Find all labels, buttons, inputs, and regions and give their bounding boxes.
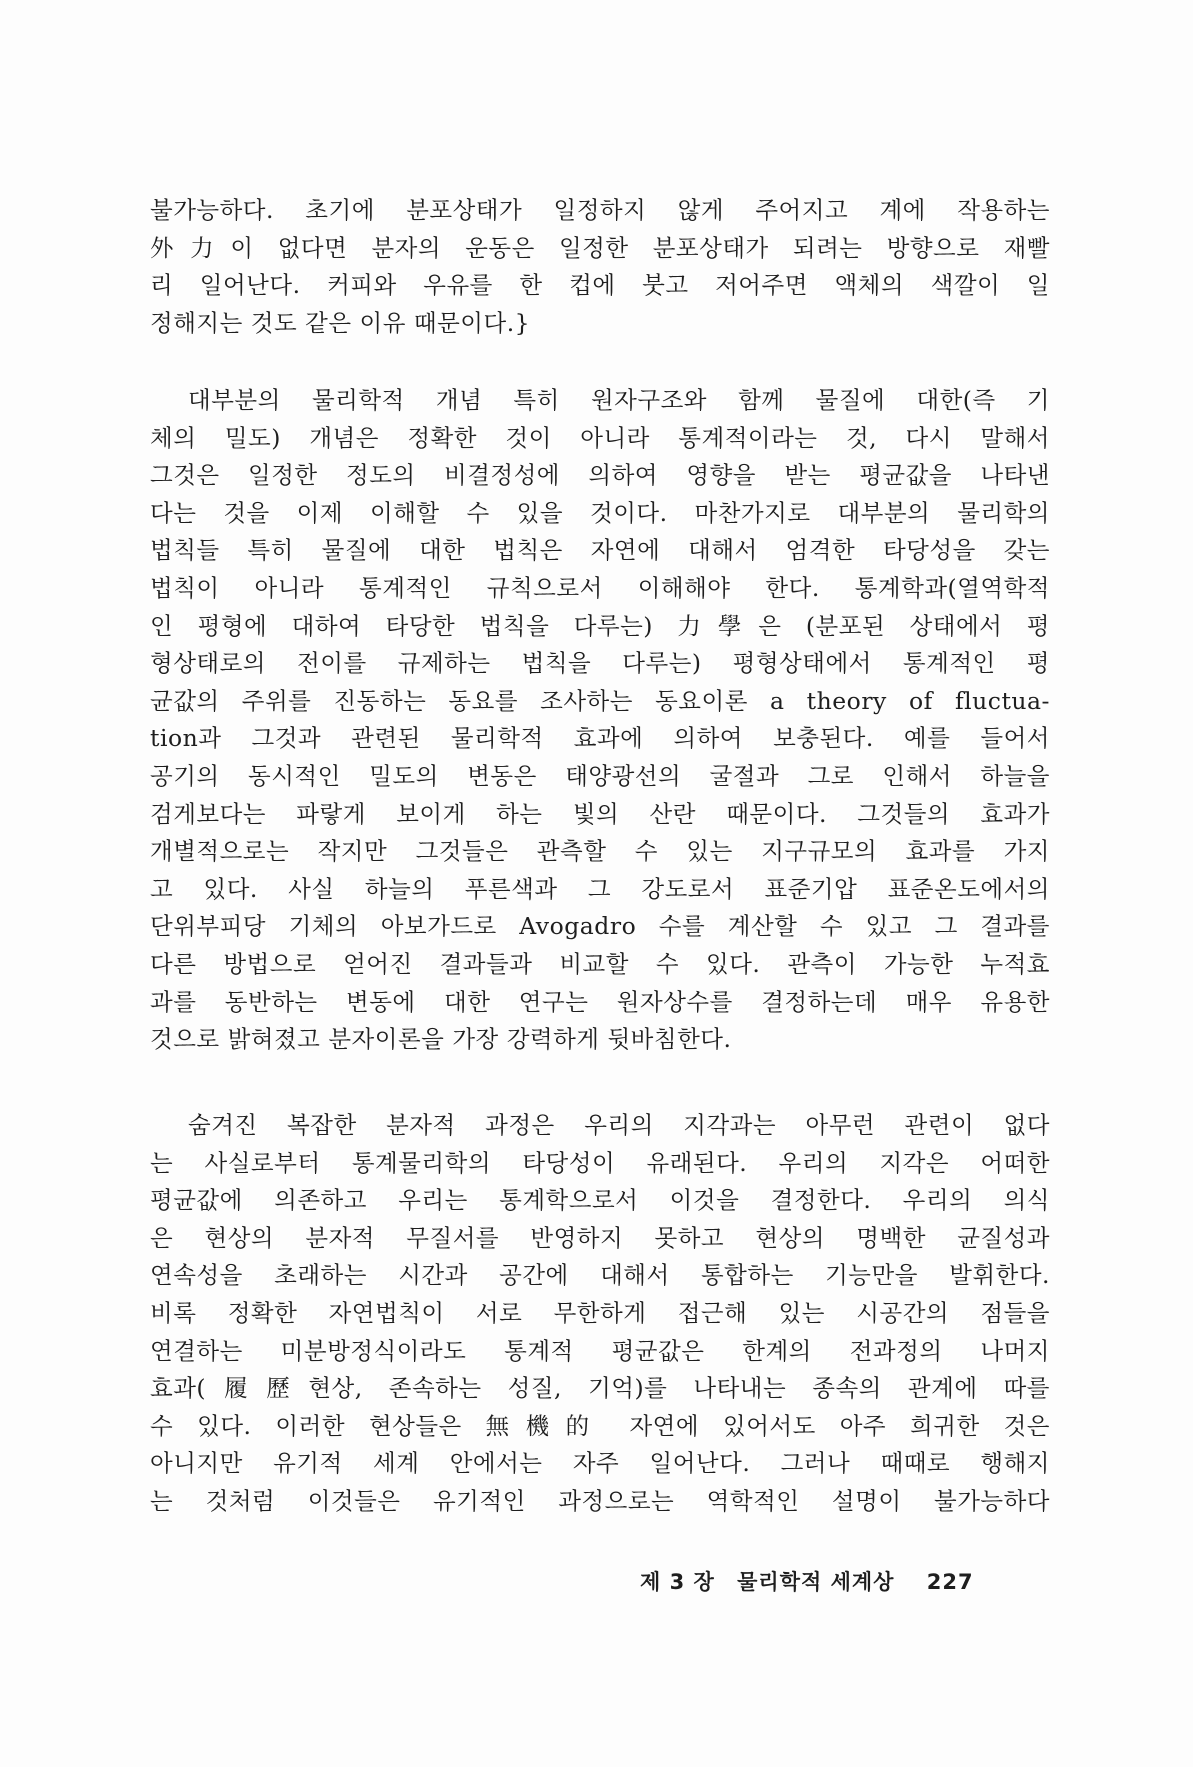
paragraph-statistical-concepts [150,382,1050,1059]
text-line: 연속성을 초래하는 시간과 공간에 대해서 통합하는 기능만을 발휘한다. [150,1261,1050,1290]
text-line: 인 평형에 대하여 타당한 법칙을 다루는) 力學은 (분포된 상태에서 평 [150,611,1050,640]
text-line: 는 사실로부터 통계물리학의 타당성이 유래된다. 우리의 지각은 어떠한 [150,1148,1050,1177]
text-line: 것으로 밝혀졌고 분자이론을 가장 강력하게 뒷바침한다. [150,1025,732,1054]
text-line: 은 현상의 분자적 무질서를 반영하지 못하고 현상의 명백한 균질성과 [150,1223,1050,1252]
text-line: 그것은 일정한 정도의 비결정성에 의하여 영향을 받는 평균값을 나타낸 [150,461,1050,490]
text-line: 법칙들 특히 물질에 대한 법칙은 자연에 대해서 엄격한 타당성을 갖는 [150,536,1050,565]
text-line: 다는 것을 이제 이해할 수 있을 것이다. 마찬가지로 대부분의 물리학의 [150,498,1050,527]
text-line: 개별적으로는 작지만 그것들은 관측할 수 있는 지구규모의 효과를 가지 [150,837,1050,866]
text-line: 과를 동반하는 변동에 대한 연구는 원자상수를 결정하는데 매우 유용한 [150,987,1050,1016]
text-line: 정해지는 것도 같은 이유 때문이다.} [150,308,531,337]
text-line: 형상태로의 전이를 규제하는 법칙을 다루는) 평형상태에서 통계적인 평 [150,649,1050,678]
text-line: 대부분의 물리학적 개념 특히 원자구조와 함께 물질에 대한(즉 기 [188,386,1050,414]
text-line: 리 일어난다. 커피와 우유를 한 컵에 붓고 저어주면 액체의 색깔이 일 [150,271,1050,300]
text-line: 고 있다. 사실 하늘의 푸른색과 그 강도로서 표준기압 표준온도에서의 [150,874,1050,903]
text-line: 연결하는 미분방정식이라도 통계적 평균값은 한계의 전과정의 나머지 [150,1336,1050,1365]
paragraph-continued [150,192,1050,342]
text-line: 불가능하다. 초기에 분포상태가 일정하지 않게 주어지고 계에 작용하는 [150,196,1050,224]
text-line: 단위부피당 기체의 아보가드로 Avogadro 수를 계산할 수 있고 그 결과를 [150,912,1050,941]
text-line: 숨겨진 복잡한 분자적 과정은 우리의 지각과는 아무런 관련이 없다 [188,1111,1050,1139]
paragraph-statistical-validity [150,1107,1050,1521]
text-line: tion과 그것과 관련된 물리학적 효과에 의하여 보충된다. 예를 들어서 [150,724,1050,753]
text-line: 비록 정확한 자연법칙이 서로 무한하게 접근해 있는 시공간의 점들을 [150,1298,1050,1327]
text-line: 균값의 주위를 진동하는 동요를 조사하는 동요이론 a theory of fluctua- [150,686,1050,715]
text-line: 평균값에 의존하고 우리는 통계학으로서 이것을 결정한다. 우리의 의식 [150,1186,1050,1215]
text-line: 수 있다. 이러한 현상들은 無機的 자연에 있어서도 아주 희귀한 것은 [150,1411,1050,1440]
text-line: 는 것처럼 이것들은 유기적인 과정으로는 역학적인 설명이 불가능하다 [150,1486,1050,1515]
chapter-label: 제 3 장 [640,1570,715,1594]
text-line: 체의 밀도) 개념은 정확한 것이 아니라 통계적이라는 것, 다시 말해서 [150,423,1050,452]
text-line: 법칙이 아니라 통계적인 규칙으로서 이해해야 한다. 통계학과(열역학적 [150,573,1050,602]
page-footer [640,1566,974,1596]
chapter-title: 물리학적 세계상 [737,1570,895,1594]
page-number: 227 [926,1570,974,1594]
text-line: 아니지만 유기적 세계 안에서는 자주 일어난다. 그러나 때때로 행해지 [150,1449,1050,1478]
text-line: 검게보다는 파랗게 보이게 하는 빛의 산란 때문이다. 그것들의 효과가 [150,799,1050,828]
text-line: 外力이 없다면 분자의 운동은 일정한 분포상태가 되려는 방향으로 재빨 [150,233,1050,262]
text-line: 효과(履歷현상, 존속하는 성질, 기억)를 나타내는 종속의 관계에 따를 [150,1374,1050,1403]
text-line: 다른 방법으로 얻어진 결과들과 비교할 수 있다. 관측이 가능한 누적효 [150,949,1050,978]
text-line: 공기의 동시적인 밀도의 변동은 태양광선의 굴절과 그로 인해서 하늘을 [150,761,1050,790]
